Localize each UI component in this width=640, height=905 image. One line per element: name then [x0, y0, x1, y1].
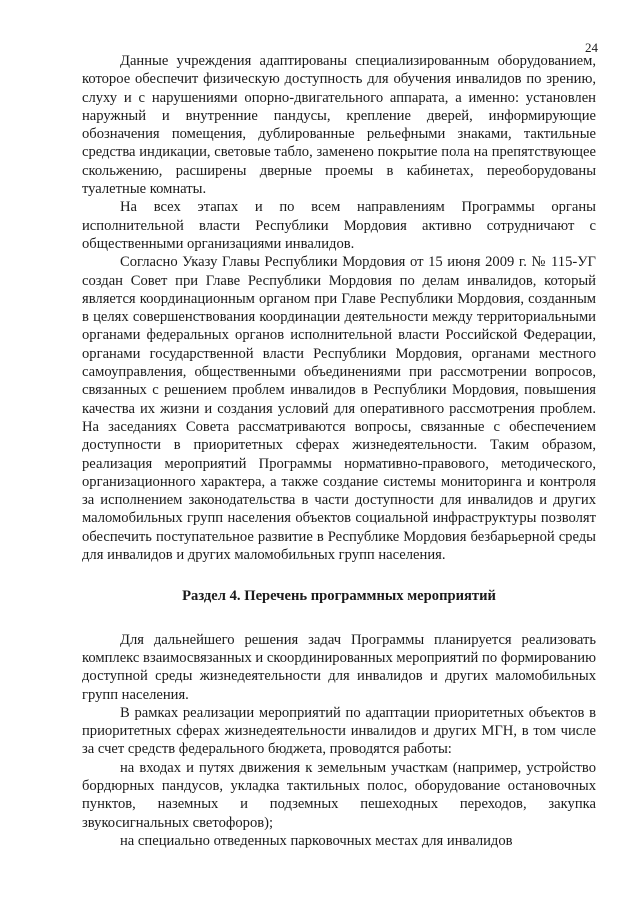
paragraph-cooperation: На всех этапах и по всем направлениям Программы органы исполнительной власти Республики Мордовия активно сотрудничают с общественными организациями инвалидов.	[82, 199, 596, 252]
paragraph-parking: на специально отведенных парковочных местах для инвалидов	[120, 832, 513, 849]
document-body	[82, 52, 596, 850]
section-heading: Раздел 4. Перечень программных мероприятий	[182, 588, 496, 605]
page-number: 24	[585, 40, 598, 55]
paragraph-council: Согласно Указу Главы Республики Мордовия от 15 июня 2009 г. № 115-УГ создан Совет при Главе Республики Мордовия по делам инвалидов, который является координационным органом при Главе Республики Мордовия, созданным в целях совершенствования координации деятельности между территориальными органами федеральных органов исполнительной власти Российской Федерации, органами государственной власти Республики Мордовия, органами местного самоуправления, общественными объединениями при рассмотрении вопросов, связанных с решением проблем инвалидов в Республики Мордовия, повышения качества их жизни и создания условий для оперативного рассмотрения проблем. На заседаниях Совета рассматриваются вопросы, связанные с обеспечением доступности в приоритетных сферах жизнедеятельности. Таким образом, реализация мероприятий Программы нормативно-правового, методического, организационного характера, а также создание системы мониторинга и контроля за исполнением законодательства в части доступности для инвалидов и других маломобильных групп населения объектов социальной инфраструктуры позволят обеспечить поступательное развитие в Республике Мордовия безбарьерной среды для инвалидов и других маломобильных групп населения.	[82, 254, 596, 564]
paragraph-equipment: Данные учреждения адаптированы специализированным оборудованием, которое обеспечит физическую доступность для обучения инвалидов по зрению, слуху и с нарушениями опорно-двигательного аппарата, а именно: установлен наружный и внутренние пандусы, крепление дверей, информирующие обозначения помещения, дублированные рельефными знаками, тактильные средства индикации, световые табло, заменено покрытие пола на препятствующее скольжению, расширены дверные проемы в кабинетах, переоборудованы туалетные комнаты.	[82, 53, 596, 198]
paragraph-entrances: на входах и путях движения к земельным участкам (например, устройство бордюрных пандусов, укладка тактильных полос, оборудование остановочных пунктов, наземных и подземных пешеходных переходов, закупка звукосигнальных светофоров);	[82, 759, 596, 831]
paragraph-tasks: Для дальнейшего решения задач Программы планируется реализовать комплекс взаимосвязанных и скоординированных мероприятий по формированию доступной среды жизнедеятельности для инвалидов и других маломобильных групп населения.	[82, 631, 596, 703]
paragraph-adaptation: В рамках реализации мероприятий по адаптации приоритетных объектов в приоритетных сферах жизнедеятельности инвалидов и других МГН, в том числе за счет средств федерального бюджета, проводятся работы:	[82, 704, 596, 758]
